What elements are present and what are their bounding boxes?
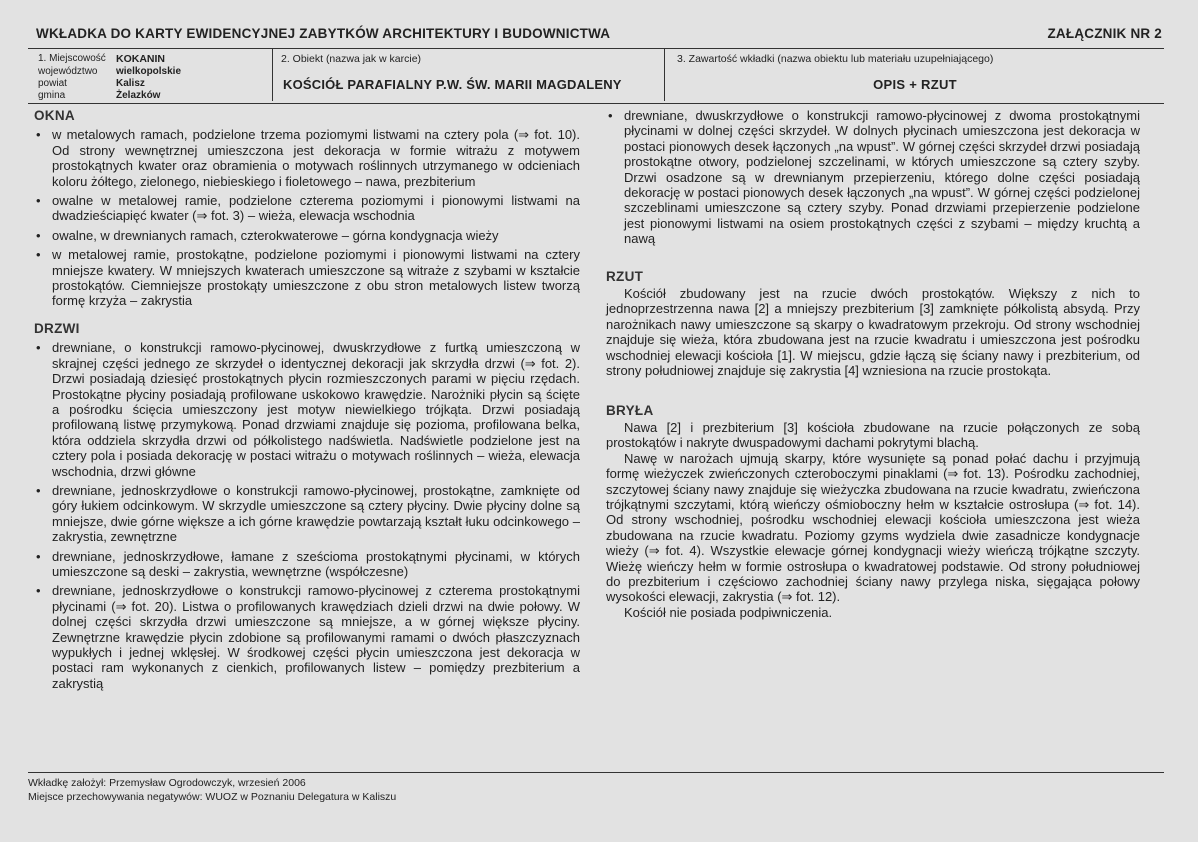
footer-author: Wkładkę założył: Przemysław Ogrodowczyk, wrzesień 2006 — [28, 777, 306, 789]
content-label: 3. Zawartość wkładki (nazwa obiektu lub materiału uzupełniającego) — [677, 53, 994, 65]
section-heading-bryla: BRYŁA — [606, 402, 654, 418]
section-heading-okna: OKNA — [34, 108, 75, 123]
list-item: • w metalowej ramie, prostokątne, podzielone poziomymi i pionowymi listwami na cztery mniejsze kwatery. W mniejszych kwaterach umieszczone są witraże z szybami w kształcie prostokątów. Ciemniejsze prostokąty umieszczone z obu stron metalowych listew tworzą formę krzyża – zakrystia — [36, 247, 580, 309]
list-item: • owalne, w drewnianych ramach, czterokwaterowe – górna kondygnacja wieży — [36, 227, 499, 243]
content-cell — [664, 49, 1165, 101]
bullet-icon: • — [36, 227, 41, 243]
bryla-paragraph: Nawa [2] i prezbiterium [3] kościoła zbudowane na rzucie połączonych ze sobą prostokątów i nakryte dwuspadowymi dachami pokrytymi blachą. — [606, 419, 1140, 451]
list-item: • drewniane, jednoskrzydłowe o konstrukcji ramowo-płycinowej, prostokątne, zamknięte od góry łukiem odcinkowym. W skrzydle umieszczone są cztery płyciny. Dwie płyciny dolne są mniejsze, dwie górne większe a ich górne krawędzie powtarzają kształt łuku odcinkowego – zakrystia, zewnętrzne — [36, 482, 580, 545]
list-item: • drewniane, jednoskrzydłowe o konstrukcji ramowo-płycinowej z czterema prostokątnymi płycinami (⇒ fot. 20). Listwa o profilowanych krawędziach dzieli drzwi na dwie połowy. W dolnej części skrzydła drzwi umieszczone są mniejsze, a w górnej większe płyciny. Zewnętrzne krawędzie płycin zdobione są profilowanymi ramami o dwóch płaszczyznach wypukłych i jednej wklęsłej. W środkowej części płycin umieszczona jest dekoracja w postaci ram wykonanych z cienkich, profilowanych listew – pomiędzy prezbiterium a zakrystią — [36, 583, 580, 691]
voivodeship-value: wielkopolskie — [116, 66, 182, 77]
bullet-icon: • — [36, 193, 41, 209]
document-footer — [28, 772, 1164, 804]
bullet-icon: • — [36, 583, 41, 599]
bullet-icon: • — [36, 482, 41, 498]
list-item: • drewniane, jednoskrzydłowe, łamane z sześcioma prostokątnymi płycinami, w których umieszczone są deski – zakrystia, wewnętrzne (współczesne) — [36, 548, 580, 579]
bryla-paragraph: Nawę w narożach ujmują skarpy, które wysunięte są ponad połać dachu i przyjmują formę wieżyczek zwieńczonych czteroboczymi pinaklami (⇒ fot. 13). Pośrodku zachodniej, szczytowej ściany nawy znajduje się wieżyczka zbudowana na rzucie kwadratu, zwieńczona trójkątnymi szczytami, którą wieńczy ośmioboczny hełm w kształcie ostrosłupa (⇒ fot. 14). Od strony wschodniej, pośrodku wschodniej elewacji kościoła umieszczona jest wieża zbudowana na rzucie kwadratu. Poziomy gzyms wydziela dwie zasadnicze kondygnacje wieży (⇒ fot. 4). Wszystkie elewacje górnej kondygnacji wieży wieńczą trójkątne szczyty. Wieżę wieńczy hełm w formie ostrosłupa o kwadratowej podstawie. Od strony południowej do prezbiterium i częściowo zachodniej ściany nawy przylega niska, sięgająca połowy wysokości elewacji, zakrystia (⇒ fot. 12). — [606, 450, 1140, 605]
object-label: 2. Obiekt (nazwa jak w karcie) — [281, 53, 422, 65]
object-cell — [272, 49, 665, 101]
bullet-icon: • — [36, 340, 41, 356]
list-item: • drewniane, o konstrukcji ramowo-płycinowej, dwuskrzydłowe z furtką umieszczoną w skrajnej części jednego ze skrzydeł o identycznej dekoracji jak skrzydła drzwi (⇒ fot. 2). Drzwi posiadają dziesięć prostokątnych płycin rozmieszczonych parami w pięciu rzędach. Prostokątne płyciny posiadają profilowane uskokowo krawędzie. Narożniki płycin są ścięte a pośrodku ścięcia umieszczony jest motyw niewielkiego trójkąta. Drzwi posiadają profilowaną listwę przymykową. Ponad drzwiami znajduje się pozioma, profilowana belka, która oddziela skrzydła drzwi od półkolistego nadświetla. Nadświetle podzielone jest na cztery pola i posiada dekorację w postaci witrażu o motywach roślinnych – wieża, elewacja wschodnia, drzwi główne — [36, 340, 580, 479]
list-item: • drewniane, dwuskrzydłowe o konstrukcji ramowo-płycinowej z dwoma prostokątnymi płycinami w dolnej części skrzydeł. W dolnych płycinach umieszczona jest dekoracja w postaci pionowych desek łączonych „na wpust”. W górnej części skrzydeł drzwi posiadają prostokątne otwory, podzielonej szczelinami, w których umieszczone są cztery szyby. Drzwi osadzone są w drewnianym przepierzeniu, którego dolne części posiadają dekorację w postaci pionowych desek łączonych „na wpust”. W górnej części podzielonej szczeblinami umieszczone są cztery szyby. Ponad drzwiami przepierzenie podzielone jest pionowymi listwami na osiem prostokątnych części z szybami – między kruchtą a nawą — [608, 108, 1140, 247]
list-item: • owalne w metalowej ramie, podzielone czterema poziomymi i pionowymi listwami na dwadzieściapięć kwater (⇒ fot. 3) – wieża, elewacja wschodnia — [36, 193, 580, 224]
bullet-icon: • — [36, 127, 41, 143]
list-item: • w metalowych ramach, podzielone trzema poziomymi listwami na cztery pola (⇒ fot. 10). Od strony wewnętrznej umieszczona jest dekoracja w formie witrażu z motywem prostokątnych kwater oraz obramienia o motywach roślinnych utrzymanego w odcieniach koloru żółtego, zielonego, niebieskiego i fioletowego – nawa, prezbiterium — [36, 127, 580, 189]
location-place: KOKANIN — [116, 53, 165, 65]
commune-value: Żelazków — [116, 90, 161, 101]
document-title: WKŁADKA DO KARTY EWIDENCYJNEJ ZABYTKÓW ARCHITEKTURY I BUDOWNICTWA — [36, 26, 611, 41]
bryla-paragraph: Kościół nie posiada podpiwniczenia. — [624, 604, 833, 620]
voivodeship-label: województwo — [38, 66, 98, 77]
location-cell — [28, 49, 272, 101]
left-column — [34, 108, 580, 695]
footer-negatives-location: Miejsce przechowywania negatywów: WUOZ w Poznaniu Delegatura w Kaliszu — [28, 791, 397, 803]
rzut-paragraph: Kościół zbudowany jest na rzucie dwóch prostokątów. Większy z nich to jednoprzestrzenna nawa [2] a mniejszy prezbiterium [3] zamknięte półkolistą absydą. Przy narożnikach nawy umieszczone są skarpy o kwadratowym przekroju. Od strony wschodniej znajduje się wieża, która zbudowana jest na rzucie kwadratu i umieszczona jest pośrodku wschodniej elewacji kościoła [1]. W miejscu, gdzie łączą się ściany nawy i prezbiterium, od strony południowej znajduje się zakrystia [4] wzniesiona na rzucie prostokąta. — [606, 286, 1140, 379]
content-value: OPIS + RZUT — [873, 77, 957, 92]
bullet-icon: • — [36, 247, 41, 263]
bullet-icon: • — [608, 108, 613, 123]
object-name: KOŚCIÓŁ PARAFIALNY P.W. ŚW. MARII MAGDALENY — [283, 77, 622, 92]
section-heading-drzwi: DRZWI — [34, 320, 80, 336]
county-label: powiat — [38, 78, 67, 89]
metadata-box — [28, 48, 1164, 104]
drzwi-list — [34, 340, 580, 691]
document-header — [36, 26, 1162, 41]
commune-label: gmina — [38, 90, 66, 101]
location-label: 1. Miejscowość — [38, 53, 106, 64]
right-column — [606, 108, 1140, 620]
drzwi-list-continued — [606, 108, 1140, 247]
attachment-number: ZAŁĄCZNIK NR 2 — [1047, 26, 1162, 41]
county-value: Kalisz — [116, 78, 145, 89]
section-heading-rzut: RZUT — [606, 268, 644, 284]
okna-list — [34, 127, 580, 308]
bullet-icon: • — [36, 548, 41, 564]
